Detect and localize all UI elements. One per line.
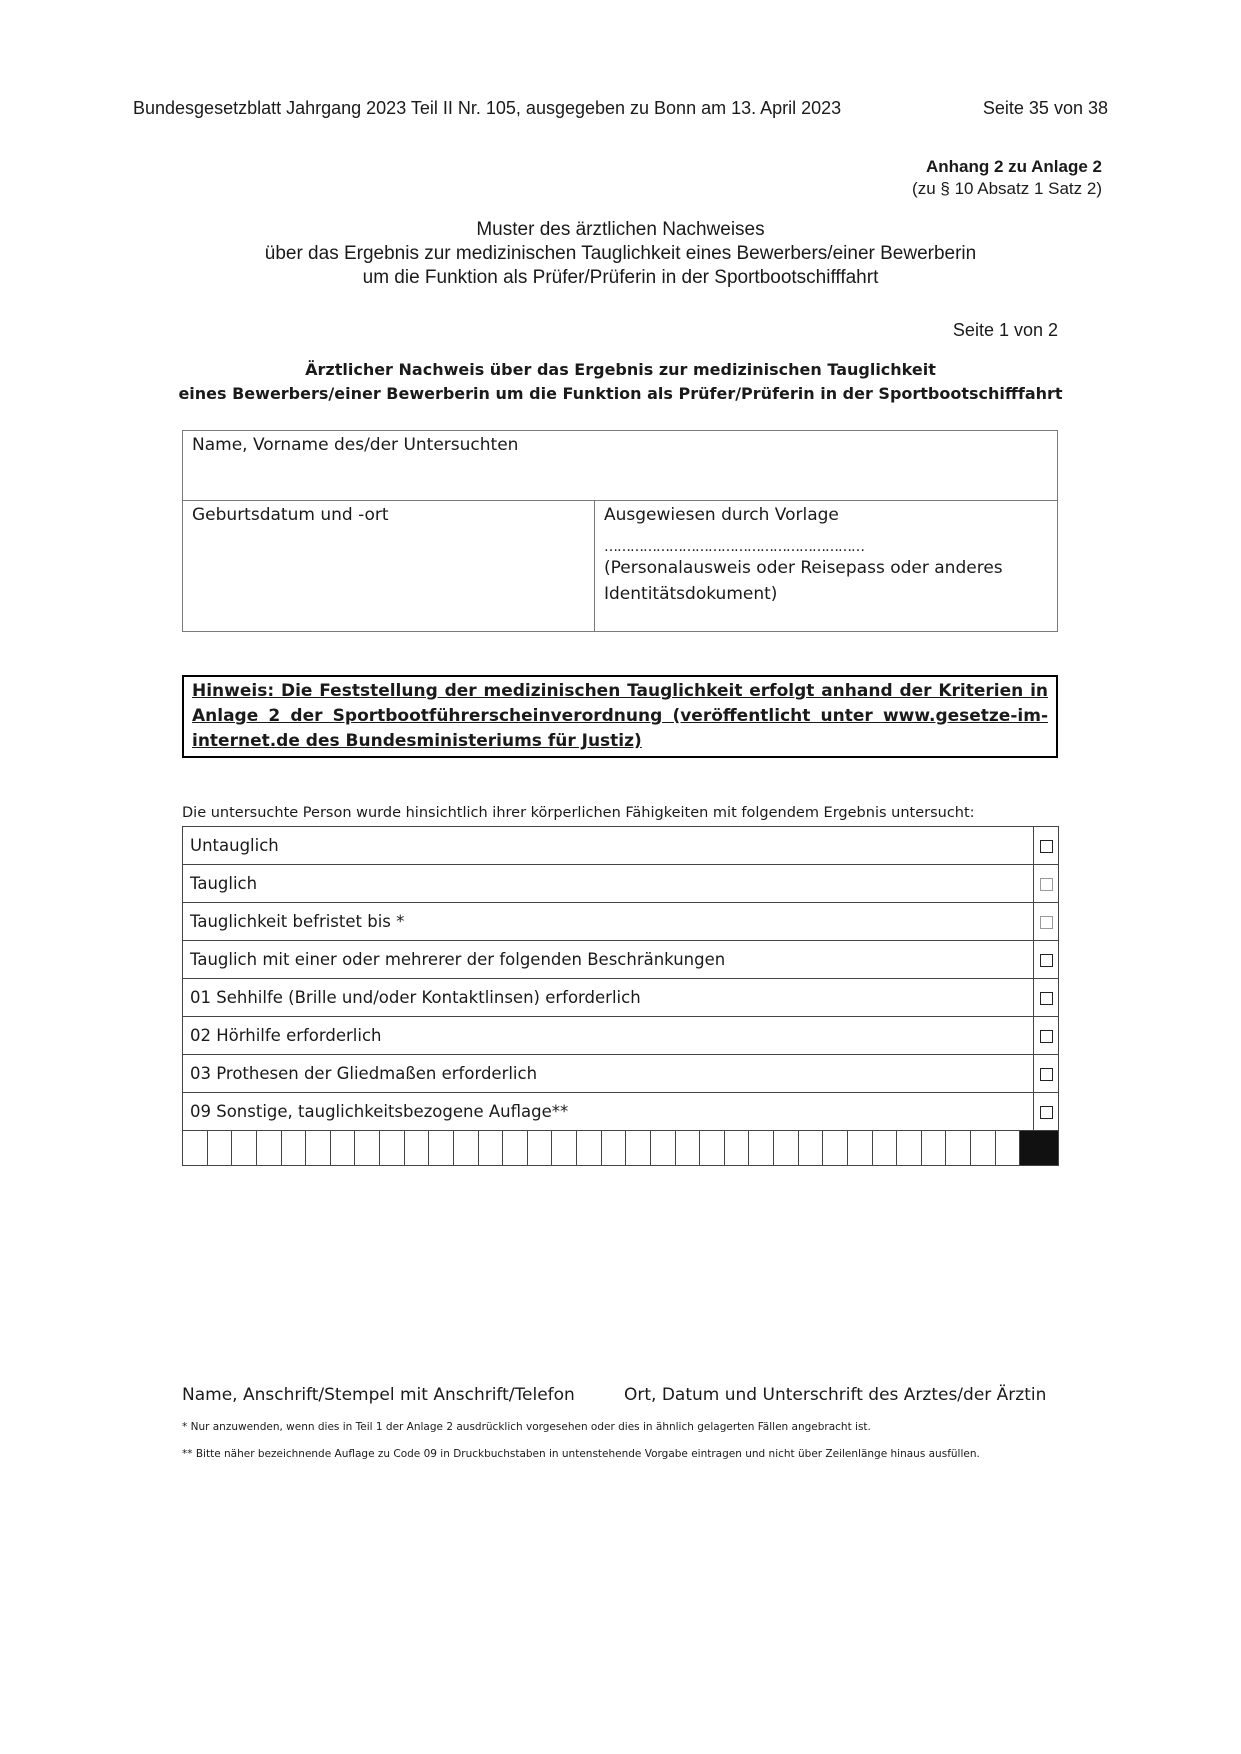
- gazette-header: Bundesgesetzblatt Jahrgang 2023 Teil II Nr. 105, ausgegeben zu Bonn am 13. April 2023: [133, 98, 842, 118]
- signature-left-label: Name, Anschrift/Stempel mit Anschrift/Telefon: [182, 1385, 575, 1405]
- page-number: Seite 35 von 38: [982, 98, 1108, 118]
- results-intro: Die untersuchte Person wurde hinsichtlich ihrer körperlichen Fähigkeiten mit folgendem Ergebnis untersucht:: [182, 805, 975, 821]
- checkbox-icon[interactable]: [1040, 1030, 1053, 1043]
- name-field-label: Name, Vorname des/der Untersuchten: [192, 435, 519, 455]
- character-cell[interactable]: [306, 1131, 331, 1165]
- character-cell[interactable]: [971, 1131, 996, 1165]
- character-cell[interactable]: [503, 1131, 528, 1165]
- character-cell[interactable]: [946, 1131, 971, 1165]
- character-cell[interactable]: [552, 1131, 577, 1165]
- footnote: ** Bitte näher bezeichnende Auflage zu Code 09 in Druckbuchstaben in untenstehende Vorgabe eintragen und nicht über Zeilenlänge hinaus ausfüllen.: [182, 1448, 980, 1460]
- document-title-line: über das Ergebnis zur medizinischen Tauglichkeit eines Bewerbers/einer Bewerberin: [264, 243, 977, 264]
- result-label: Tauglichkeit befristet bis *: [183, 903, 1034, 941]
- character-cell[interactable]: [700, 1131, 725, 1165]
- result-row: [183, 903, 1059, 941]
- character-cell[interactable]: [799, 1131, 824, 1165]
- result-checkbox[interactable]: [1034, 979, 1059, 1017]
- character-cell[interactable]: [257, 1131, 282, 1165]
- character-cell[interactable]: [355, 1131, 380, 1165]
- result-label: Untauglich: [183, 827, 1034, 865]
- birth-field[interactable]: [183, 501, 595, 632]
- hint-box: Hinweis: Die Feststellung der medizinischen Tauglichkeit erfolgt anhand der Kriterien in Anlage 2 der Sportbootführerscheinverordnung (veröffentlicht unter www.gesetze-im-internet.de des Bundesministeriums für Justiz): [182, 675, 1058, 758]
- character-cell[interactable]: [208, 1131, 233, 1165]
- result-row: [183, 979, 1059, 1017]
- annex-title: Anhang 2 zu Anlage 2: [925, 157, 1102, 176]
- character-cell[interactable]: [454, 1131, 479, 1165]
- character-cell[interactable]: [725, 1131, 750, 1165]
- document-title-line: um die Funktion als Prüfer/Prüferin in der Sportbootschifffahrt: [362, 267, 879, 288]
- result-row: [183, 1055, 1059, 1093]
- result-row: [183, 865, 1059, 903]
- character-cell[interactable]: [873, 1131, 898, 1165]
- result-checkbox[interactable]: [1034, 1093, 1059, 1131]
- result-checkbox[interactable]: [1034, 1017, 1059, 1055]
- result-label: 03 Prothesen der Gliedmaßen erforderlich: [183, 1055, 1034, 1093]
- document-title-line: Muster des ärztlichen Nachweises: [476, 219, 765, 240]
- checkbox-icon[interactable]: [1040, 954, 1053, 967]
- birth-field-label: Geburtsdatum und -ort: [192, 505, 389, 525]
- character-cell[interactable]: [651, 1131, 676, 1165]
- form-page-number: Seite 1 von 2: [952, 320, 1058, 340]
- checkbox-icon[interactable]: [1040, 992, 1053, 1005]
- character-cell[interactable]: [774, 1131, 799, 1165]
- character-cell[interactable]: [380, 1131, 405, 1165]
- result-row: [183, 941, 1059, 979]
- result-row: [183, 1017, 1059, 1055]
- character-cell[interactable]: [749, 1131, 774, 1165]
- id-document-note: (Personalausweis oder Reisepass oder anderes Identitätsdokument): [604, 558, 1003, 604]
- annex-reference: (zu § 10 Absatz 1 Satz 2): [912, 179, 1102, 198]
- checkbox-icon[interactable]: [1040, 1068, 1053, 1081]
- result-label: 02 Hörhilfe erforderlich: [183, 1017, 1034, 1055]
- document-title: [0, 218, 1241, 290]
- character-cell[interactable]: [996, 1131, 1021, 1165]
- result-checkbox[interactable]: [1034, 827, 1059, 865]
- result-label: Tauglich: [183, 865, 1034, 903]
- character-cell[interactable]: [626, 1131, 651, 1165]
- id-document-field[interactable]: [595, 501, 1058, 632]
- result-label: 01 Sehhilfe (Brille und/oder Kontaktlinsen) erforderlich: [183, 979, 1034, 1017]
- character-cell[interactable]: [479, 1131, 504, 1165]
- filled-cell: [1020, 1131, 1058, 1165]
- character-cell[interactable]: [922, 1131, 947, 1165]
- character-cell[interactable]: [183, 1131, 208, 1165]
- checkbox-icon[interactable]: [1040, 840, 1053, 853]
- result-checkbox[interactable]: [1034, 865, 1059, 903]
- checkbox-icon[interactable]: [1040, 1106, 1053, 1119]
- footnote: * Nur anzuwenden, wenn dies in Teil 1 der Anlage 2 ausdrücklich vorgesehen oder dies in ähnlich gelagerten Fällen angebracht ist.: [182, 1421, 871, 1433]
- name-field[interactable]: [183, 431, 1058, 501]
- character-cell[interactable]: [602, 1131, 627, 1165]
- id-document-dots: ……………………………………………………: [604, 539, 864, 555]
- character-cell[interactable]: [405, 1131, 430, 1165]
- character-cell[interactable]: [577, 1131, 602, 1165]
- character-cell[interactable]: [232, 1131, 257, 1165]
- form-title-line: eines Bewerbers/einer Bewerberin um die Funktion als Prüfer/Prüferin in der Sportbootschifffahrt: [178, 384, 1063, 403]
- result-row: [183, 1093, 1059, 1131]
- personal-info-table: [182, 430, 1058, 632]
- character-cell[interactable]: [676, 1131, 701, 1165]
- result-label: 09 Sonstige, tauglichkeitsbezogene Auflage**: [183, 1093, 1034, 1131]
- checkbox-icon[interactable]: [1040, 916, 1053, 929]
- character-cell[interactable]: [282, 1131, 307, 1165]
- signature-right-label: Ort, Datum und Unterschrift des Arztes/der Ärztin: [624, 1385, 1047, 1405]
- character-cell[interactable]: [897, 1131, 922, 1165]
- id-document-label: Ausgewiesen durch Vorlage: [604, 505, 839, 525]
- form-title: [0, 358, 1241, 406]
- character-cell[interactable]: [823, 1131, 848, 1165]
- character-cell[interactable]: [528, 1131, 553, 1165]
- result-row: [183, 827, 1059, 865]
- character-cell[interactable]: [331, 1131, 356, 1165]
- result-checkbox[interactable]: [1034, 1055, 1059, 1093]
- result-checkbox[interactable]: [1034, 903, 1059, 941]
- character-entry-row[interactable]: [182, 1131, 1059, 1166]
- checkbox-icon[interactable]: [1040, 878, 1053, 891]
- character-cell[interactable]: [429, 1131, 454, 1165]
- results-table: [182, 826, 1059, 1131]
- form-title-line: Ärztlicher Nachweis über das Ergebnis zur medizinischen Tauglichkeit: [305, 360, 936, 379]
- result-checkbox[interactable]: [1034, 941, 1059, 979]
- character-cell[interactable]: [848, 1131, 873, 1165]
- result-label: Tauglich mit einer oder mehrerer der folgenden Beschränkungen: [183, 941, 1034, 979]
